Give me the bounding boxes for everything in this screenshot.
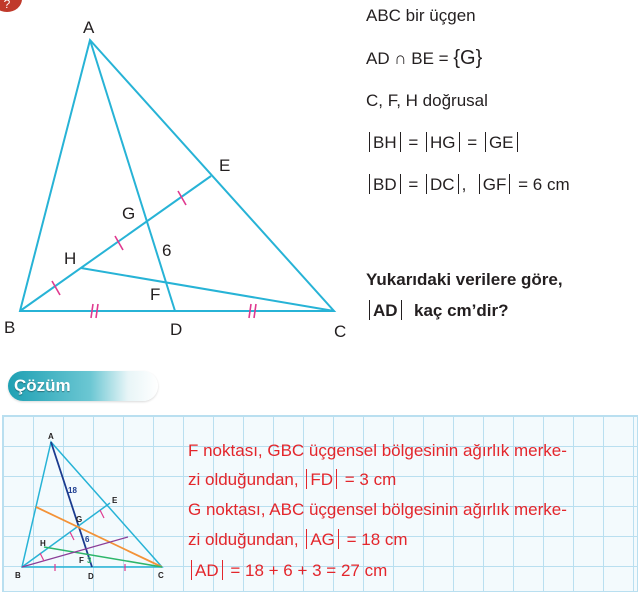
label-b: B	[4, 318, 16, 337]
median-ad	[90, 40, 175, 311]
question-line-1: Yukarıdaki verilere göre,	[366, 270, 563, 289]
given-equal-segments: BH = HG = GE	[366, 132, 521, 153]
mini-label-h: H	[40, 539, 46, 548]
mini-label-g: G	[76, 515, 83, 524]
mini-label-e: E	[112, 496, 118, 505]
given-median-and-length: BD = DC , GF = 6 cm	[366, 174, 570, 195]
label-a: A	[83, 18, 95, 37]
question-mark-icon: ?	[0, 0, 22, 12]
given-intersection: AD ∩ BE = {G}	[366, 47, 483, 69]
mini-green-line	[44, 547, 162, 567]
segment-hc	[81, 268, 334, 311]
question-line-2: AD kaç cm’dir?	[366, 300, 509, 321]
label-h: H	[64, 249, 77, 268]
label-f: F	[150, 285, 161, 304]
mini-triangle	[22, 442, 162, 567]
solution-figure	[0, 415, 180, 594]
mini-label-gf-length: 6	[85, 535, 90, 544]
given-collinear: C, F, H doğrusal	[366, 91, 488, 110]
solution-line-1: F noktası, GBC üçgensel bölgesinin ağırlık merke-	[188, 441, 567, 460]
triangle-figure	[0, 0, 360, 345]
triangle-abc	[20, 40, 334, 311]
label-e: E	[219, 156, 231, 175]
solution-heading: Çözüm	[14, 376, 71, 395]
mini-median-ad	[51, 442, 92, 567]
mini-purple-line	[22, 537, 128, 567]
solution-line-2: zi olduğundan, FD = 3 cm	[188, 470, 397, 489]
solution-line-3: G noktası, ABC üçgensel bölgesinin ağırlık merke-	[188, 500, 567, 519]
label-g: G	[122, 204, 136, 223]
mini-label-c: C	[158, 571, 164, 580]
triangle-lines	[20, 40, 334, 311]
mini-label-b: B	[15, 571, 21, 580]
mini-label-d: D	[88, 572, 94, 581]
label-d: D	[170, 320, 183, 339]
label-c: C	[334, 322, 347, 341]
given-triangle: ABC bir üçgen	[366, 6, 476, 25]
solution-line-4: zi olduğundan, AG = 18 cm	[188, 530, 408, 549]
mini-label-ag-length: 18	[68, 486, 77, 495]
label-gf-length: 6	[162, 241, 172, 260]
mini-label-a: A	[48, 432, 54, 441]
mini-label-f: F	[79, 556, 84, 565]
mini-label-fd-length: 3	[87, 556, 92, 565]
solution-line-5: AD = 18 + 6 + 3 = 27 cm	[188, 560, 387, 581]
